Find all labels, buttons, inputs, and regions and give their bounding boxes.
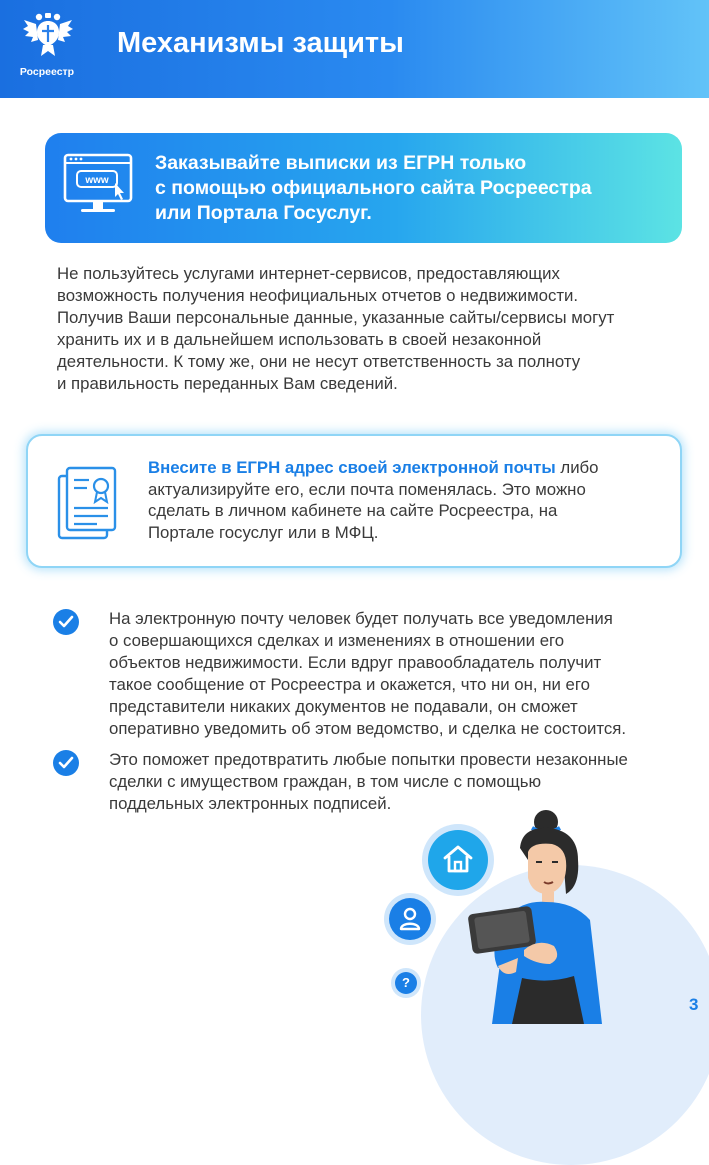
email-line-rest: либо [555,458,599,477]
point-line: оперативно уведомить об этом ведомство, и сделка не состоится. [109,719,627,738]
email-card [26,434,682,568]
certificate-document-icon [57,466,119,542]
point-line: о совершающихся сделках и изменениях в отношении его [109,631,565,650]
banner-line: или Портала Госуслуг. [155,202,372,224]
rosreestr-logo [14,12,84,84]
paragraph-line: Не пользуйтесь услугами интернет-сервисов, предоставляющих [57,264,560,283]
www-label: www [85,175,109,186]
email-card-line: сделать в личном кабинете на сайте Росреестра, на [148,501,558,520]
paragraph-line: деятельности. К тому же, они не несут ответственность за полноту [57,352,581,371]
eagle-emblem-icon [23,12,73,58]
benefit-point-2 [109,749,689,815]
point-line: На электронную почту человек будет получать все уведомления [109,609,613,628]
check-circle-icon [53,609,79,635]
email-card-line: Портале госуслуг или в МФЦ. [148,522,379,542]
benefit-point-1 [109,608,689,740]
paragraph-line: Получив Ваши персональные данные, указанные сайты/сервисы могут [57,308,615,327]
banner-text [155,151,665,226]
point-line: сделки с имуществом граждан, в том числе с помощью [109,772,542,791]
check-circle-icon [53,750,79,776]
warning-paragraph [57,263,677,395]
info-banner [45,133,682,243]
email-card-text [148,457,668,543]
banner-line: Заказывайте выписки из ЕГРН только [155,152,527,174]
email-highlight: Внесите в ЕГРН адрес своей электронной почты [148,458,556,477]
point-line: такое сообщение от Росреестра и окажется, что ни он, ни его [109,675,590,694]
paragraph-line: возможность получения неофициальных отчетов о недвижимости. [57,286,579,305]
page-number: 3 [689,995,699,1014]
email-card-line [148,457,668,479]
point-line: объектов недвижимости. Если вдруг правообладатель получит [109,653,602,672]
banner-line: с помощью официального сайта Росреестра [155,177,592,199]
point-line: поддельных электронных подписей. [109,794,392,813]
woman-with-tablet-illustration [462,808,612,1024]
email-card-line: актуализируйте его, если почта поменялась. Это можно [148,479,586,499]
paragraph-line: и правильность переданных Вам сведений. [57,374,398,393]
point-line: представители никаких документов не подавали, он сможет [109,697,578,716]
header-bar [0,0,709,98]
www-monitor-icon [63,151,135,221]
paragraph-line: хранить их и в дальнейшем использовать в своей незаконной [57,330,542,349]
question-icon: ? [395,972,417,994]
point-line: Это поможет предотвратить любые попытки провести незаконные [109,750,628,769]
logo-text: Росреестр [19,66,75,78]
user-icon [389,898,431,940]
page-title: Механизмы защиты [117,27,404,59]
